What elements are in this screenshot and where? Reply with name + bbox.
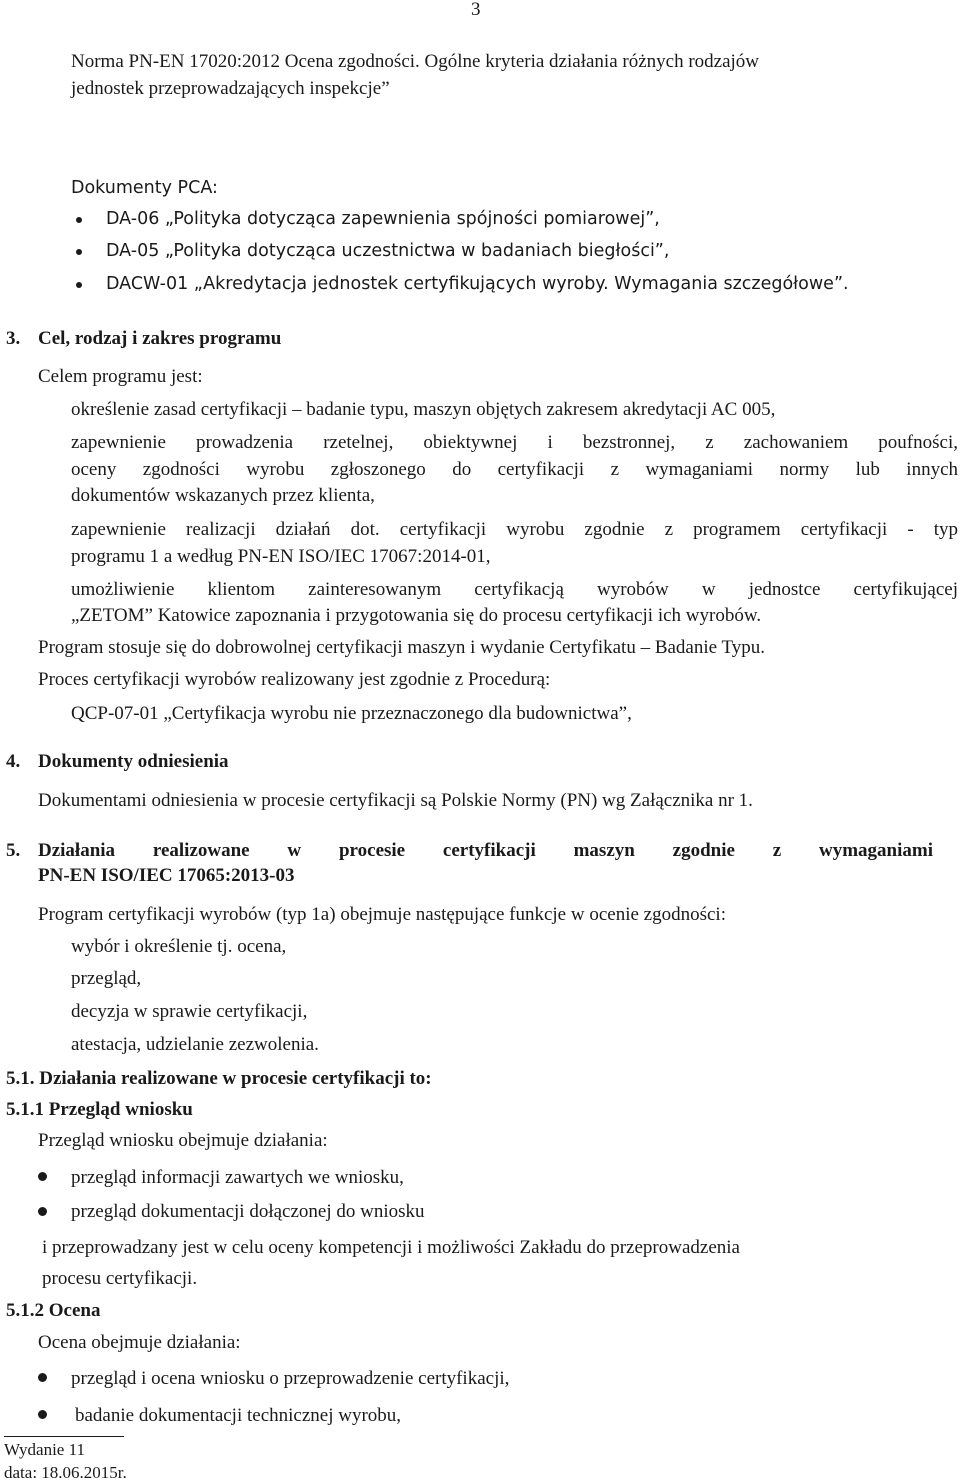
goal-line: oceny zgodności wyrobu zgłoszonego do certyfikacji z wymaganiami normy lub innych <box>71 459 958 480</box>
section-4-text: Dokumentami odniesienia w procesie certyfikacji są Polskie Normy (PN) wg Załącznika nr 1. <box>38 790 753 811</box>
page-number: 3 <box>471 0 481 20</box>
section-3-number: 3. <box>6 328 21 349</box>
footer-edition: Wydanie 11 <box>4 1440 85 1459</box>
review-item: przegląd informacji zawartych we wniosku, <box>71 1167 404 1188</box>
bullet-icon <box>38 1207 47 1216</box>
pca-item: DA-06 „Polityka dotycząca zapewnienia spójności pomiarowej”, <box>106 209 660 229</box>
goal-line: programu 1 a według PN-EN ISO/IEC 17067:2014-01, <box>71 546 491 567</box>
pca-item: DACW-01 „Akredytacja jednostek certyfikujących wyroby. Wymagania szczegółowe”. <box>106 274 849 294</box>
function-item: decyzja w sprawie certyfikacji, <box>71 1001 308 1022</box>
goal-line: umożliwienie klientom zainteresowanym certyfikacją wyrobów w jednostce certyfikującej <box>71 579 958 600</box>
section-3-title: Cel, rodzaj i zakres programu <box>38 328 282 349</box>
section-5-title-line2: PN-EN ISO/IEC 17065:2013-03 <box>38 865 295 886</box>
section-5-number: 5. <box>6 840 21 861</box>
footer-date: data: 18.06.2015r. <box>4 1463 127 1482</box>
section-5-1-2-intro: Ocena obejmuje działania: <box>38 1332 241 1353</box>
pca-heading: Dokumenty PCA: <box>71 178 218 198</box>
goal-line: „ZETOM” Katowice zapoznania i przygotowania się do procesu certyfikacji ich wyrobów. <box>71 605 762 626</box>
bullet-icon <box>38 1172 47 1181</box>
section-5-intro: Program certyfikacji wyrobów (typ 1a) obejmuje następujące funkcje w ocenie zgodności: <box>38 904 726 925</box>
bullet-icon <box>76 249 82 255</box>
norm-reference-line1: Norma PN-EN 17020:2012 Ocena zgodności. Ogólne kryteria działania różnych rodzajów <box>71 51 760 72</box>
bullet-icon <box>38 1410 47 1419</box>
goal-line: określenie zasad certyfikacji – badanie typu, maszyn objętych zakresem akredytacji AC 005, <box>71 399 776 420</box>
goal-line: zapewnienie prowadzenia rzetelnej, obiektywnej i bezstronnej, z zachowaniem poufności, <box>71 432 958 453</box>
review-closing-line2: procesu certyfikacji. <box>42 1268 198 1289</box>
goal-line: dokumentów wskazanych przez klienta, <box>71 485 375 506</box>
function-item: wybór i określenie tj. ocena, <box>71 936 287 957</box>
section-5-1-1-intro: Przegląd wniosku obejmuje działania: <box>38 1130 328 1151</box>
section-3-intro: Celem programu jest: <box>38 366 203 387</box>
assessment-item: przegląd i ocena wniosku o przeprowadzenie certyfikacji, <box>71 1368 510 1389</box>
function-item: przegląd, <box>71 968 142 989</box>
section-5-1-2-title: 5.1.2 Ocena <box>6 1300 101 1321</box>
bullet-icon <box>76 217 82 223</box>
function-item: atestacja, udzielanie zezwolenia. <box>71 1034 319 1055</box>
bullet-icon <box>76 282 82 288</box>
section-5-1-1-title: 5.1.1 Przegląd wniosku <box>6 1099 193 1120</box>
footer-rule <box>4 1436 124 1437</box>
norm-reference-line2: jednostek przeprowadzających inspekcje” <box>71 78 390 99</box>
process-line: Proces certyfikacji wyrobów realizowany jest zgodnie z Procedurą: <box>38 669 551 690</box>
section-4-number: 4. <box>6 751 21 772</box>
section-5-1-title: 5.1. Działania realizowane w procesie certyfikacji to: <box>6 1068 432 1089</box>
pca-item: DA-05 „Polityka dotycząca uczestnictwa w badaniach biegłości”, <box>106 241 670 261</box>
review-item: przegląd dokumentacji dołączonej do wniosku <box>71 1201 425 1222</box>
section-4-title: Dokumenty odniesienia <box>38 751 229 772</box>
program-line: Program stosuje się do dobrowolnej certyfikacji maszyn i wydanie Certyfikatu – Badanie Typu. <box>38 637 766 658</box>
review-closing-line1: i przeprowadzany jest w celu oceny kompetencji i możliwości Zakładu do przeprowadzenia <box>42 1237 740 1258</box>
goal-line: zapewnienie realizacji działań dot. certyfikacji wyrobu zgodnie z programem certyfikacji - typ <box>71 519 958 540</box>
assessment-item: badanie dokumentacji technicznej wyrobu, <box>75 1405 402 1426</box>
section-5-title-line1: Działania realizowane w procesie certyfikacji maszyn zgodnie z wymaganiami <box>38 840 933 861</box>
bullet-icon <box>38 1373 47 1382</box>
procedure-reference: QCP-07-01 „Certyfikacja wyrobu nie przeznaczonego dla budownictwa”, <box>71 703 632 724</box>
